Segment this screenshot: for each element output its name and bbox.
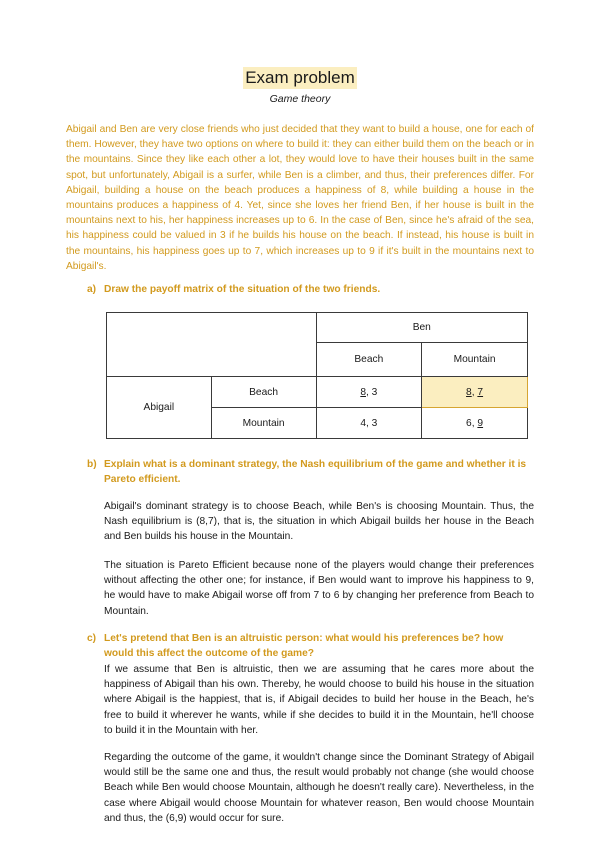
payoff-b: 3 <box>371 386 378 398</box>
col-header-mountain: Mountain <box>422 343 528 377</box>
question-b <box>87 457 534 487</box>
payoff-matrix <box>106 312 528 439</box>
question-a <box>87 282 534 297</box>
answer-c-paragraph-1: If we assume that Ben is altruistic, then we are assuming that he cares more about the happiness of Abigail than his own. Thereby, he would choose to build his house in the situation where Abigail is the happiest, that is, if Abigail decides to build her house in the Beach, he's free to build it wherever he wants, while if she decides to build it in the Mountain, he'll choose to build it in the Mountain with her. <box>104 664 534 736</box>
payoff-b: 9 <box>477 417 484 429</box>
page-subtitle: Game theory <box>269 93 331 105</box>
payoff-mountain-beach: 4, 3 <box>316 408 422 439</box>
question-c <box>87 631 534 661</box>
question-a-label: a) <box>87 284 97 295</box>
payoff-a: 8 <box>466 386 472 398</box>
page-title: Exam problem <box>245 68 355 87</box>
answer-b-paragraph-2: The situation is Pareto Efficient because none of the players would change their preferences without affecting the other one; for instance, if Ben would want to improve his happiness to 9, he would have to make Abigail worse off from 7 to 6 by changing her preference from Beach to Mountain. <box>104 560 534 617</box>
answer-c-paragraph-2: Regarding the outcome of the game, it wouldn't change since the Dominant Strategy of Abigail would still be the same one and thus, the result would probably not change (she would choose Beach while Ben would choose Mountain, although he doesn't really care). Nevertheless, in the case where Abigail would choose Mountain for whatever reason, Ben would choose Mountain and thus, the (6,9) would occur for sure. <box>104 752 534 824</box>
row-header-beach: Beach <box>211 377 316 408</box>
question-c-label: c) <box>87 633 97 644</box>
payoff-a: 8 <box>360 386 366 398</box>
payoff-beach-beach: 8, 3 <box>316 377 422 408</box>
column-player-label: Ben <box>316 313 527 343</box>
matrix-empty-corner <box>107 313 317 377</box>
answer-b-paragraph-1: Abigail's dominant strategy is to choose Beach, while Ben's is choosing Mountain. Thus, the Nash equilibrium is (8,7), that is, the situation in which Abigail builds her house in the Beach and Ben builds his house in the Mountain. <box>104 501 534 543</box>
col-header-beach: Beach <box>316 343 422 377</box>
problem-statement: Abigail and Ben are very close friends who just decided that they want to build a house, one for each of them. However, they have two options on where to build it: they can either build them on the beach or in the mountains. Since they like each other a lot, they would love to have their houses built in the same spot, but unfortunately, Abigail is a surfer, while Ben is a climber, and thus, their preferences differ. For Abigail, building a house on the beach produces a happiness of 8, while building a house in the mountains produces a happiness of 4. Yet, since she loves her friend Ben, if her house is built in the mountains next to his, her happiness increases up to 6. In the case of Ben, since he's afraid of the sea, his happiness could be valued in 3 if he builds his house on the beach. If instead, his house is built in the mountains, his happiness goes up to 7, which increases up to 9 if it's built in the mountains next to Abigail's. <box>66 124 534 272</box>
payoff-mountain-mountain: 6, 9 <box>422 408 528 439</box>
row-player-label: Abigail <box>107 377 212 439</box>
row-header-mountain: Mountain <box>211 408 316 439</box>
question-b-text: Explain what is a dominant strategy, the Nash equilibrium of the game and whether it is Pareto efficient. <box>104 459 527 486</box>
payoff-beach-mountain: 8, 7 <box>422 377 528 408</box>
payoff-a: 6 <box>466 417 472 429</box>
question-b-label: b) <box>87 459 97 470</box>
payoff-b: 7 <box>477 386 484 398</box>
question-c-text: Let's pretend that Ben is an altruistic person: what would his preferences be? how would this affect the outcome of the game? <box>104 633 504 660</box>
question-a-text: Draw the payoff matrix of the situation of the two friends. <box>104 284 381 295</box>
